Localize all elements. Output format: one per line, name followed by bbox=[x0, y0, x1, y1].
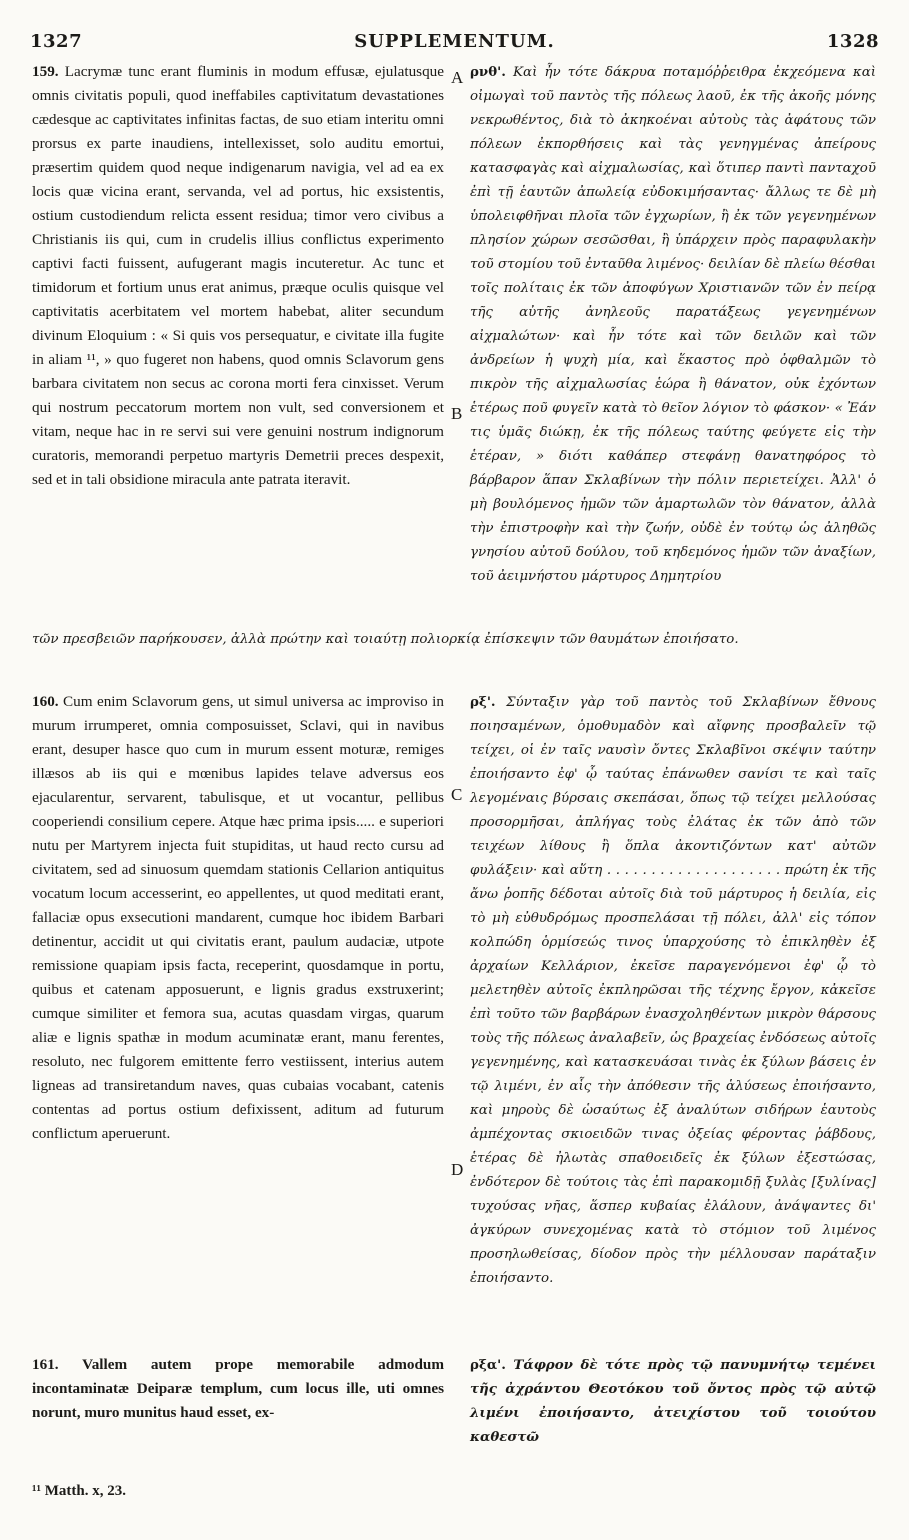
paragraph-number: 159. bbox=[32, 63, 59, 80]
paragraph-number: ρξα'. bbox=[470, 1357, 506, 1373]
running-title: SUPPLEMENTUM. bbox=[354, 31, 555, 52]
greek-paragraph-160 bbox=[470, 690, 876, 1312]
right-page-number: 1328 bbox=[826, 31, 879, 52]
paragraph-number: 161. bbox=[32, 1356, 59, 1373]
latin-text: Cum enim Sclavorum gens, ut simul universa ac improviso in murum irrumperet, omnia composuisset, Sclavi, qui in navibus erant, desuper hasce quo cum in murum essent moturæ, remiges illæsos ab iis qui e mœnibus lapides telave adversus eos ejacularentur, servarent, tabulisque, et ut vocantur, pellibus cooperiendi consilium cepere. Atque hæc prima ipsis..... e superiori nutu per Martyrem injecta fuit stupiditas, ut haud recto cursu ad civitatem, sed ad sinuosum quemdam stationis Cellarion antiquitus vocatum locum accesserint, eo appellentes, ut quod meditati erant, fallaciæ opus exsecutioni mandarent, cumque hoc ibidem Barbari detinentur, accidit ut qui civitatis erant, paulum audaciæ, utpote remissione quapiam ipsis facta, receperint, quosdamque in portu, quibus et catenam apposuerunt, e lignis gradus exstruxerint; cumque similiter et femora sua, acutas quasdam virgas, quarum aliæ e lignis spathæ in modum acuminatæ erant, manu ferentes, resoluto, nec fulgorem emittente ferro vestiissent, interius autem ligneas ad transiretandum naves, quas cubaias vocabant, catenis contentas ad portus ostium defixissent, aditum ad futurum conflictum aperuerunt. bbox=[32, 693, 444, 1142]
latin-text: Lacrymæ tunc erant fluminis in modum effusæ, ejulatusque omnis civitatis populi, quod ineffabiles captivitatum devastationes cædesque ac captivitates infinitas factas, de suo etiam interitu omni prorsus ex parte inaudiens, intellexisset, solo auditu emortui, præsertim quidem quod neque indigenarum navigia, vel ad ea ex locis quæ vicina erant, servanda, vel ad portus, hic exsistentis, ostium custodiendum relicta essent residua; timor vero civibus a Christianis iis qui, cum in crudelis illius conflictus experimento captivi facti fuissent, aufugerant magis incuteretur. Ac tunc et timidorum et fortium unus erat animus, præque oculis quisque vel captivitatis acerbitatem vel mortem habebat, aliter secundum divinum Eloquium : « Si quis vos persequatur, e civitate illa fugite in aliam ¹¹, » quo fugeret non habens, quod omnis Sclavorum gens barbara civitatem non secus ac corona morti fera cinxisset. Verum qui nostrum peccatorum mortem non vult, sed conversionem et vitam, neque hac in re servi sui vere genuini nostrum indignorum curatoris, memorandi perpetuo martyris Demetrii preces despexit, sed et in tali obsidione miracula ante patrata iteravit. bbox=[32, 63, 445, 488]
latin-text: Vallem autem prope memorabile admodum incontaminatæ Deiparæ templum, cum locus ille, uti omnes norunt, muro munitus haud esset, ex- bbox=[32, 1356, 444, 1421]
paragraph-number: ρξ'. bbox=[470, 694, 496, 710]
paragraph-number: 160. bbox=[32, 693, 59, 710]
margin-letter-d: D bbox=[451, 1160, 464, 1179]
latin-paragraph-161 bbox=[32, 1353, 444, 1433]
margin-letter-a: A bbox=[451, 68, 464, 87]
latin-paragraph-160 bbox=[32, 690, 444, 1312]
greek-continuation-line: τῶν πρεσβειῶν παρήκουσεν, ἀλλὰ πρώτην καὶ τοιαύτῃ πολιορκίᾳ ἐπίσκεψιν τῶν θαυμάτων ἐποιήσατο. bbox=[32, 632, 739, 647]
latin-paragraph-159 bbox=[32, 60, 444, 625]
margin-letter-b: B bbox=[451, 404, 463, 423]
footnote: ¹¹ Matth. x, 23. bbox=[32, 1483, 126, 1499]
margin-letter-c: C bbox=[451, 785, 463, 804]
greek-paragraph-161 bbox=[470, 1353, 876, 1445]
paragraph-number: ρνθ'. bbox=[470, 64, 506, 80]
greek-text: Σύνταξιν γὰρ τοῦ παντὸς τοῦ Σκλαβίνων ἔθνους ποιησαμένων, ὁμοθυμαδὸν καὶ αἴφνης προσβαλεῖν τῷ τείχει, οἱ ἐν ταῖς ναυσὶν ὄντες Σκλαβῖνοι σκέψιν ταύτην ἐποιήσαντο ἐφ' ᾧ ταύτας ἐπάνωθεν σανίσι τε καὶ ταῖς λεγομέναις βύρσαις σκεπάσαι, ὅπως τῷ τείχει μελλούσας προσορμῆσαι, ἀπλήγας τοὺς ἐλάτας ἐκ τῶν ἀπὸ τῶν τειχέων λίθους ἢ ὅπλα ἀκοντιζόντων κατ' αὐτῶν φυλάξειν· καὶ αὕτη . . . . . . . . . . . . . . . . . . . . πρώτη ἐκ τῆς ἄνω ῥοπῆς δέδοται αὐτοῖς διὰ τοῦ μάρτυρος ἡ δειλία, εἰς τὸ μὴ εὐθυδρόμως προσπελάσαι τῇ πόλει, ἀλλ' εἰς τόπον κολπώδη ὁρμίσεώς τινος ὑπαρχούσης τὸ ἐπικληθὲν ἐξ ἀρχαίων Κελλάριον, ἐκεῖσε παραγενόμενοι ἐφ' ᾧ τὸ μελετηθὲν αὐτοῖς ἐκπληρῶσαι τῆς τέχνης ἔργον, κἀκεῖσε ἐπὶ τοῦτο τῶν βαρβάρων ἐνασχοληθέντων μικρὸν θάρσους τοὺς τῆς πόλεως ἀναλαβεῖν, ὡς βραχείας ἐνδόσεως αὐτοῖς γεγενημένης, καὶ κατασκευάσαι τινὰς ἐκ ξύλων βάσεις ἐν τῷ λιμένι, ἐν αἷς τὴν ἀπόθεσιν τῆς ἁλύσεως ἐποιήσαντο, καὶ μηροὺς δὲ ὡσαύτως ἐξ ἀναλύτων σιδήρων ἑαυτοὺς ἀμπέχοντας σκιοειδῶν τινας ὀξείας φέροντας ῥάβδους, ἑτέρας δὲ ἠλωτὰς σπαθοειδεῖς ἐκ ξύλων ἐξεστώσας, ἐνδότερον δὲ τούτοις τὰς ἐπὶ παρακομιδῇ ξυλὰς [ξυλίνας] τυχούσας νῆας, ἅσπερ κυβαίας ἐλάλουν, ἀνάψαντες δι' ἀγκύρων συνεχομένας κατὰ τὸ στόμιον τοῦ λιμένος προσηλωθείσας, δίοδον πρὸς τὴν μέλλουσαν παράταξιν ἐποιήσαντο. bbox=[470, 695, 876, 1286]
greek-text: Καὶ ἦν τότε δάκρυα ποταμόῤῥειθρα ἐκχεόμενα καὶ οἰμωγαὶ τοῦ παντὸς τῆς πόλεως λαοῦ, ἐκ τῆς ἀκοῆς μόνης νεκρωθέντος, διὰ τὸ ἀκηκοέναι αὐτοὺς τὰς ἀφάτους τῶν πόλεων ἐκπορθήσεις καὶ τὰς γενηγμένας ἀπείρους κατασφαγὰς καὶ αἰχμαλωσίας, καὶ ὅτιπερ παντὶ πανταχοῦ ἐπὶ τῇ ἑαυτῶν ἀπωλείᾳ εὐδοκιμήσαντας· ἄλλως τε δὲ μὴ ὑπολειφθῆναι πλοῖα τῶν ἐγχωρίων, ἢ ἐκ τῶν γεγενημένων πλησίον χώρων σεσῶσθαι, ἢ ὑπάρχειν πρὸς παραφυλακὴν τοῦ στομίου τοῦ ἐνταῦθα λιμένος· δειλίαν δὲ πλείω θέσθαι τοῖς πολίταις ἐκ τῶν ἀποφύγων Χριστιανῶν τῶν ἐν πείρᾳ τῆς αὐτῆς ἀνηλεοῦς παρατάξεως γεγενημένων αἰχμαλώτων· καὶ ἦν τότε καὶ τῶν δειλῶν καὶ τῶν ἀνδρείων ἡ ψυχὴ μία, καὶ ἕκαστος πρὸ ὀφθαλμῶν τὸ πικρὸν τῆς αἰχμαλωσίας ἑώρα ἢ θάνατον, οὐκ ἐχόντων ἑτέρως ποῦ φυγεῖν κατὰ τὸ θεῖον λόγιον τὸ φάσκον· « Ἐάν τις ὑμᾶς διώκῃ, ἐκ τῆς πόλεως ταύτης φεύγετε εἰς τὴν ἑτέραν, » διότι καθάπερ στεφάνῃ θανατηφόρος τὸ βάρβαρον ἅπαν Σκλαβίνων τὴν πόλιν περιετείχει. Ἀλλ' ὁ μὴ βουλόμενος ἡμῶν τῶν ἁμαρτωλῶν τὸν θάνατον, ἀλλὰ τὴν ἐπιστροφὴν καὶ τὴν ζωήν, οὐδὲ ἐν τούτῳ ὡς ἀληθῶς γνησίου αὐτοῦ δούλου, τοῦ κηδεμόνος ἡμῶν τῶν ἀναξίων, τοῦ ἀειμνήστου μάρτυρος Δημητρίου bbox=[470, 65, 876, 584]
left-page-number: 1327 bbox=[30, 31, 83, 52]
greek-paragraph-159 bbox=[470, 60, 876, 625]
greek-text: Τάφρον δὲ τότε πρὸς τῷ πανυμνήτῳ τεμένει τῆς ἀχράντου Θεοτόκου τοῦ ὄντος πρὸς τῷ αὐτῷ λιμένι ἐποιήσαντο, ἀτειχίστου τοῦ τοιούτου καθεστῶ bbox=[470, 1357, 876, 1445]
